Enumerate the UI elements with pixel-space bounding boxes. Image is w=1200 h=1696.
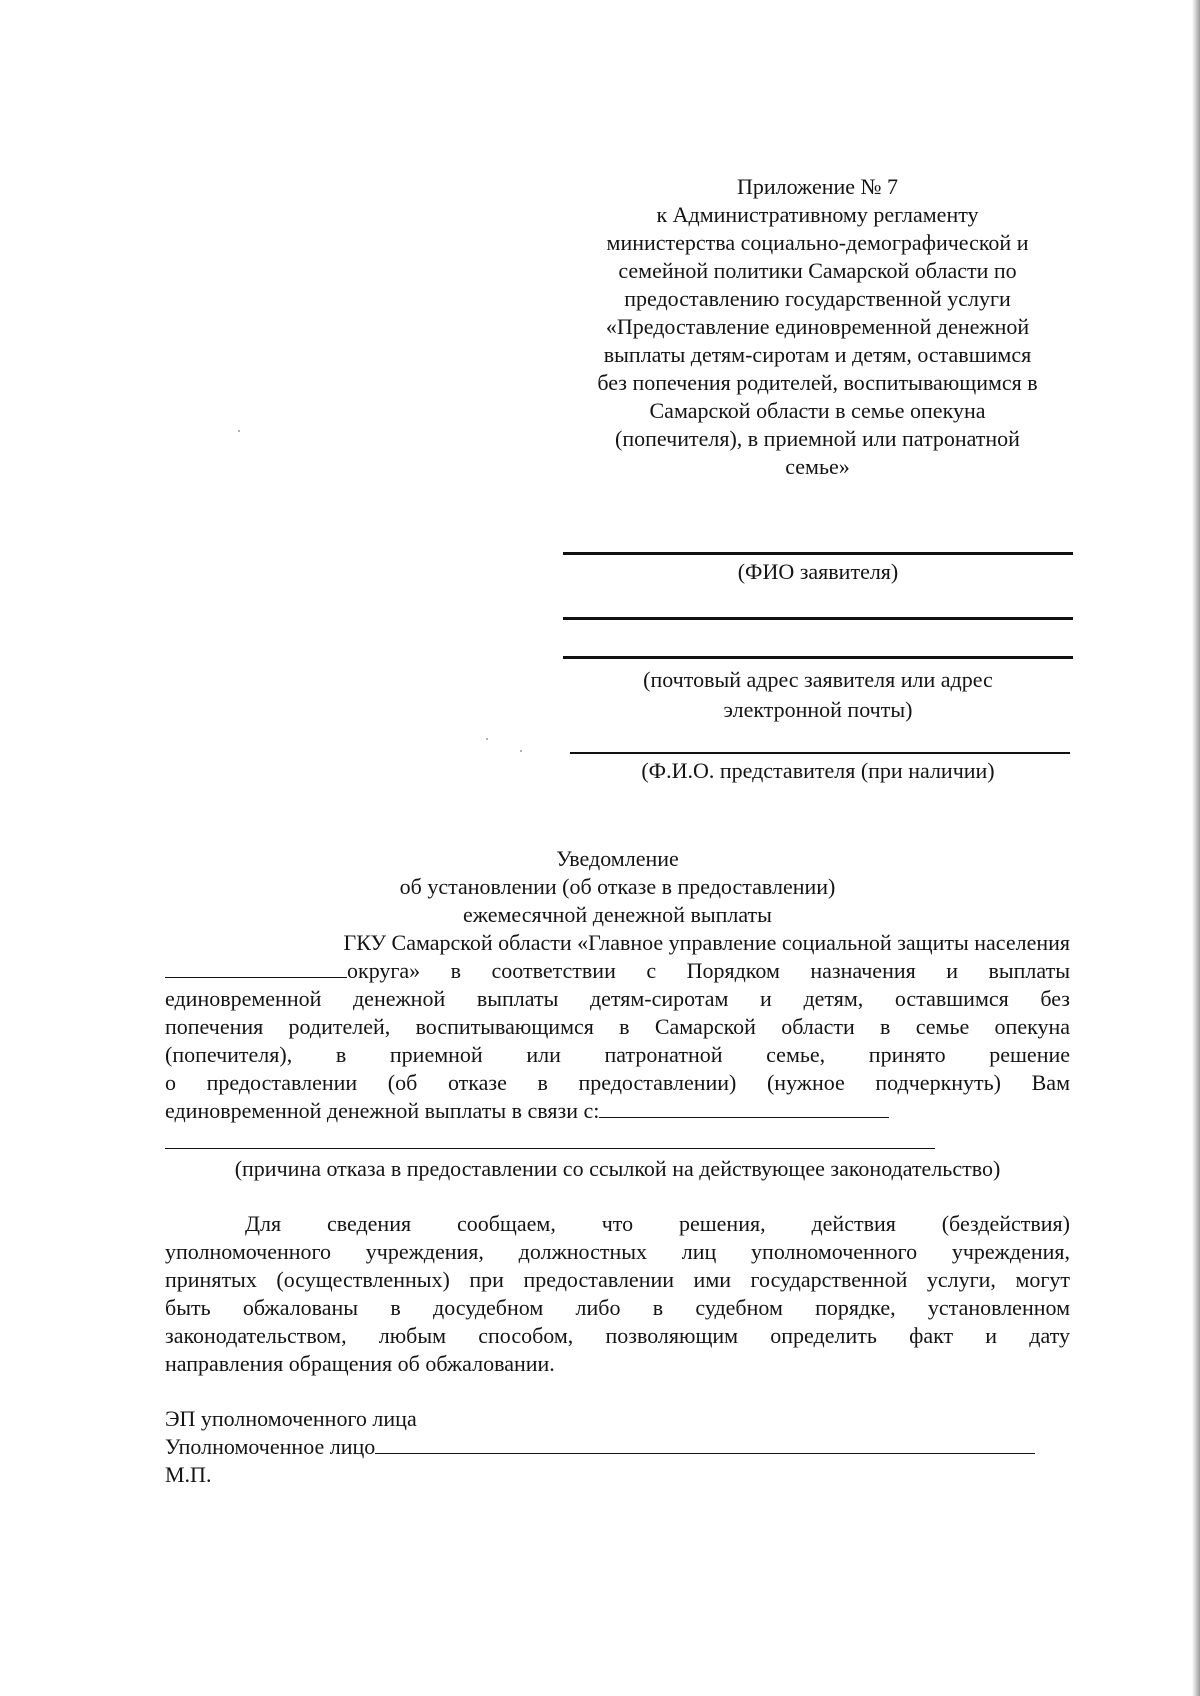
notice-title-sub: об установлении (об отказе в предоставлении): [399, 874, 836, 899]
district-blank[interactable]: [165, 959, 347, 978]
notice-title-main: Уведомление: [556, 846, 679, 871]
body-line: попечения родителей, воспитывающимся в Самарской области в семье опекуна: [165, 1014, 1070, 1039]
appendix-line: (попечителя), в приемной или патронатной: [615, 426, 1020, 451]
applicant-address-line-2[interactable]: [563, 656, 1073, 659]
appendix-line: семейной политики Самарской области по: [618, 258, 1017, 283]
stamp-label: М.П.: [165, 1462, 212, 1487]
reason-blank[interactable]: [599, 1099, 889, 1118]
applicant-address-label: (почтовый адрес заявителя или адрес: [643, 667, 993, 692]
applicant-address-label-cont: электронной почты): [723, 697, 913, 722]
appendix-line: «Предоставление единовременной денежной: [605, 314, 1030, 339]
reason-caption: (причина отказа в предоставлении со ссылкой на действующее законодательство): [234, 1156, 1001, 1181]
notice-title-sub: ежемесячной денежной выплаты: [463, 902, 772, 927]
appendix-line: к Административному регламенту: [656, 202, 979, 227]
appeal-line: законодательством, любым способом, позволяющим определить факт и дату: [165, 1323, 1070, 1348]
appendix-line: Самарской области в семье опекуна: [649, 398, 986, 423]
appeal-line: направления обращения об обжаловании.: [165, 1351, 555, 1376]
body-line: (попечителя), в приемной или патронатной семье, принято решение: [165, 1042, 1070, 1067]
appeal-line: уполномоченного учреждения, должностных лиц уполномоченного учреждения,: [165, 1239, 1070, 1264]
applicant-name-label: (ФИО заявителя): [737, 559, 899, 584]
official-signature-line[interactable]: [375, 1435, 1035, 1454]
applicant-address-line-1[interactable]: [563, 617, 1073, 620]
scan-page-edge: [1192, 0, 1200, 1696]
appeal-line: [165, 1210, 1070, 1238]
appeal-line-text: Для сведения сообщаем, что решения, действия (бездействия): [245, 1211, 1070, 1236]
official-row: [165, 1433, 1070, 1461]
appeal-line: быть обжалованы в досудебном либо в судебном порядке, установленном: [165, 1295, 1070, 1320]
body-line: о предоставлении (об отказе в предоставлении) (нужное подчеркнуть) Вам: [165, 1070, 1070, 1095]
representative-line[interactable]: [570, 752, 1070, 754]
body-line: ГКУ Самарской области «Главное управление социальной защиты населения: [343, 930, 1070, 955]
body-line: единовременной денежной выплаты детям-сиротам и детям, оставшимся без: [165, 986, 1070, 1011]
applicant-name-line[interactable]: [563, 552, 1073, 555]
body-line-text: единовременной денежной выплаты в связи с:: [165, 1098, 600, 1123]
representative-label: (Ф.И.О. представителя (при наличии): [641, 758, 995, 783]
ep-label: ЭП уполномоченного лица: [165, 1406, 417, 1431]
appeal-line: принятых (осуществленных) при предоставлении ими государственной услуги, могут: [165, 1267, 1070, 1292]
appendix-line: без попечения родителей, воспитывающимся в: [597, 370, 1038, 395]
appendix-line: предоставлению государственной услуги: [624, 286, 1011, 311]
scan-speck: [238, 430, 240, 432]
scan-speck: [486, 738, 488, 740]
appendix-line: семье»: [785, 454, 850, 479]
signature-block: [165, 1405, 1070, 1489]
body-line: [165, 1097, 1070, 1125]
appendix-line: выплаты детям-сиротам и детям, оставшимся: [603, 342, 1032, 367]
official-label: Уполномоченное лицо: [165, 1434, 376, 1459]
body-line: [165, 957, 1070, 985]
appendix-line: Приложение № 7: [736, 174, 899, 199]
notice-title: [165, 845, 1070, 929]
scan-speck: [520, 750, 522, 752]
appendix-header: [565, 173, 1070, 481]
body-line-text: округа» в соответствии с Порядком назначения и выплаты: [347, 958, 1070, 983]
reason-line[interactable]: [165, 1148, 935, 1149]
appendix-line: министерства социально-демографической и: [606, 230, 1029, 255]
